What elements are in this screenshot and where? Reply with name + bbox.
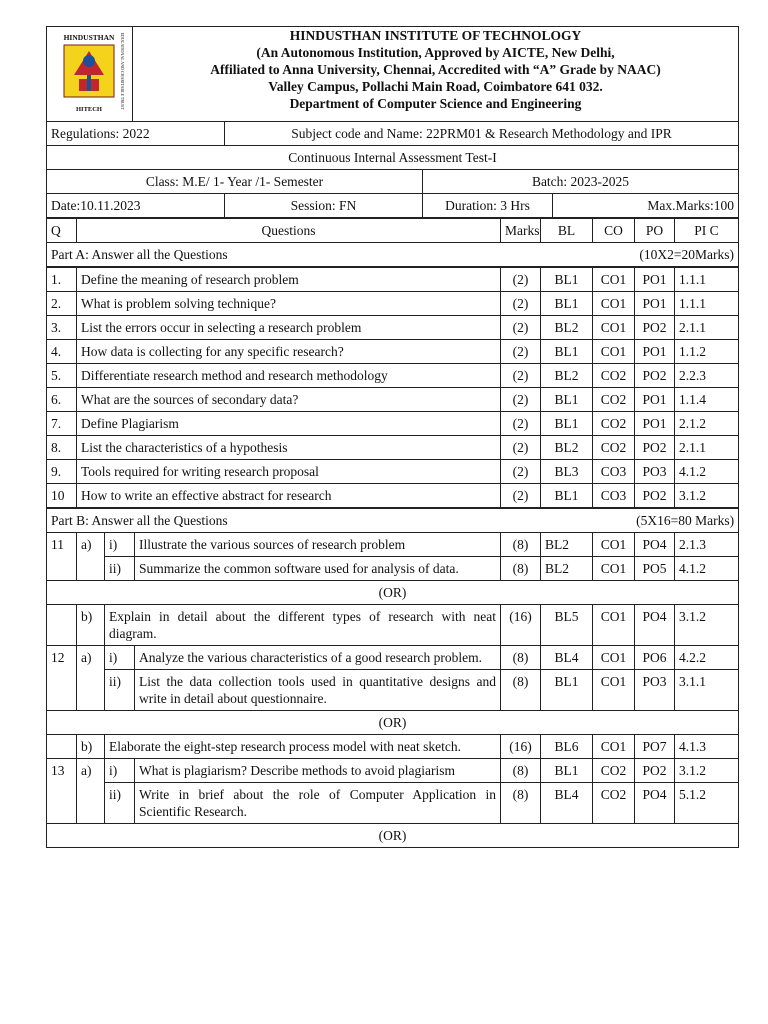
institution-line-2: (An Autonomous Institution, Approved by AICTE, New Delhi,: [256, 45, 615, 60]
q11-b: [47, 605, 739, 646]
co: CO1: [593, 605, 635, 646]
pi: 3.1.2: [675, 605, 739, 646]
co: CO1: [593, 292, 635, 316]
question-number: 6.: [47, 388, 77, 412]
bl: BL1: [541, 292, 593, 316]
question-number: 1.: [47, 268, 77, 292]
institution-logo-icon: [52, 31, 128, 115]
pi: 2.1.3: [675, 533, 739, 557]
pi: 4.1.2: [675, 557, 739, 581]
question-number: 7.: [47, 412, 77, 436]
bl: BL1: [541, 759, 593, 783]
part-a-row: [47, 388, 739, 412]
department-name: Department of Computer Science and Engineering: [289, 96, 582, 111]
q12-b: [47, 735, 739, 759]
part-a-row: [47, 412, 739, 436]
po: PO2: [635, 759, 675, 783]
co: CO1: [593, 340, 635, 364]
bl: BL1: [541, 268, 593, 292]
po: PO1: [635, 412, 675, 436]
question-text: What are the sources of secondary data?: [77, 388, 501, 412]
marks: (16): [501, 735, 541, 759]
q13-a-i: [47, 759, 739, 783]
roman-label: ii): [105, 670, 135, 711]
question-text: List the errors occur in selecting a research problem: [77, 316, 501, 340]
co: CO2: [593, 436, 635, 460]
part-a-row: [47, 364, 739, 388]
part-a-row: [47, 340, 739, 364]
bl: BL2: [541, 557, 593, 581]
pi: 4.2.2: [675, 646, 739, 670]
column-headers: [47, 219, 739, 243]
or-row: [47, 711, 739, 735]
marks: (2): [501, 460, 541, 484]
marks: (2): [501, 292, 541, 316]
co: CO1: [593, 557, 635, 581]
question-number: 2.: [47, 292, 77, 316]
question-text: List the characteristics of a hypothesis: [77, 436, 501, 460]
pi: 4.1.2: [675, 460, 739, 484]
marks: (8): [501, 646, 541, 670]
co: CO1: [593, 316, 635, 340]
regulations: Regulations: 2022: [47, 122, 225, 146]
marks: (8): [501, 670, 541, 711]
po: PO1: [635, 292, 675, 316]
bl: BL1: [541, 388, 593, 412]
bl: BL3: [541, 460, 593, 484]
question-text: How data is collecting for any specific research?: [77, 340, 501, 364]
bl: BL2: [541, 436, 593, 460]
q11-number: 11: [47, 533, 77, 581]
marks: (2): [501, 316, 541, 340]
pi: 3.1.2: [675, 484, 739, 508]
part-a-row: [47, 484, 739, 508]
meta-table: [46, 122, 739, 218]
question-text: Explain in detail about the different types of research with neat diagram.: [105, 605, 501, 646]
co: CO3: [593, 460, 635, 484]
pi: 3.1.2: [675, 759, 739, 783]
marks: (16): [501, 605, 541, 646]
co: CO2: [593, 783, 635, 824]
col-bl: BL: [541, 219, 593, 243]
bl: BL1: [541, 670, 593, 711]
co: CO1: [593, 533, 635, 557]
po: PO6: [635, 646, 675, 670]
part-a-marks: (10X2=20Marks): [541, 243, 739, 267]
po: PO4: [635, 783, 675, 824]
question-number: 10: [47, 484, 77, 508]
question-text: How to write an effective abstract for research: [77, 484, 501, 508]
or-row: [47, 824, 739, 848]
question-text: What is problem solving technique?: [77, 292, 501, 316]
bl: BL1: [541, 412, 593, 436]
marks: (2): [501, 364, 541, 388]
marks: (8): [501, 533, 541, 557]
or-divider: (OR): [47, 824, 739, 848]
po: PO3: [635, 670, 675, 711]
bl: BL2: [541, 316, 593, 340]
col-questions: Questions: [77, 219, 501, 243]
institution-address: Valley Campus, Pollachi Main Road, Coimbatore 641 032.: [268, 79, 603, 94]
po: PO1: [635, 268, 675, 292]
question-text: Define the meaning of research problem: [77, 268, 501, 292]
q13-a-label: a): [77, 759, 105, 824]
po: PO7: [635, 735, 675, 759]
or-row: [47, 581, 739, 605]
or-divider: (OR): [47, 581, 739, 605]
po: PO3: [635, 460, 675, 484]
institution-name: HINDUSTHAN INSTITUTE OF TECHNOLOGY: [289, 28, 582, 43]
question-text: Elaborate the eight-step research process model with neat sketch.: [105, 735, 501, 759]
pi: 1.1.2: [675, 340, 739, 364]
q11-a-ii: [47, 557, 739, 581]
question-text: What is plagiarism? Describe methods to avoid plagiarism: [135, 759, 501, 783]
marks: (2): [501, 340, 541, 364]
empty-cell: [47, 605, 77, 646]
question-text: Illustrate the various sources of research problem: [135, 533, 501, 557]
question-number: 5.: [47, 364, 77, 388]
bl: BL2: [541, 364, 593, 388]
logo-cell: [47, 27, 133, 122]
bl: BL2: [541, 533, 593, 557]
part-a-row: [47, 268, 739, 292]
question-text: Summarize the common software used for analysis of data.: [135, 557, 501, 581]
bl: BL6: [541, 735, 593, 759]
marks: (2): [501, 436, 541, 460]
marks: (2): [501, 412, 541, 436]
roman-label: i): [105, 646, 135, 670]
col-marks: Marks: [501, 219, 541, 243]
batch-info: Batch: 2023-2025: [423, 170, 739, 194]
col-po: PO: [635, 219, 675, 243]
question-text: Analyze the various characteristics of a good research problem.: [135, 646, 501, 670]
logo-top-text: HINDUSTHAN: [63, 33, 115, 42]
pi: 1.1.1: [675, 268, 739, 292]
questions-table: [46, 218, 739, 267]
question-text: Differentiate research method and research methodology: [77, 364, 501, 388]
co: CO1: [593, 268, 635, 292]
q12-a-ii: [47, 670, 739, 711]
part-a-table: [46, 267, 739, 508]
question-number: 3.: [47, 316, 77, 340]
pi: 1.1.4: [675, 388, 739, 412]
question-number: 8.: [47, 436, 77, 460]
exam-date: Date:10.11.2023: [47, 194, 225, 218]
q12-a-label: a): [77, 646, 105, 711]
q13-a-ii: [47, 783, 739, 824]
marks: (2): [501, 268, 541, 292]
co: CO1: [593, 670, 635, 711]
question-number: 9.: [47, 460, 77, 484]
bl: BL5: [541, 605, 593, 646]
col-pic: PI C: [675, 219, 739, 243]
exam-session: Session: FN: [225, 194, 423, 218]
class-info: Class: M.E/ 1- Year /1- Semester: [47, 170, 423, 194]
po: PO2: [635, 436, 675, 460]
pi: 2.1.1: [675, 316, 739, 340]
part-b-header: [47, 509, 739, 533]
roman-label: i): [105, 533, 135, 557]
subject-name: Subject code and Name: 22PRM01 & Research Methodology and IPR: [225, 122, 739, 146]
marks: (2): [501, 484, 541, 508]
part-a-header: [47, 243, 739, 267]
logo-bottom-text: HITECH: [75, 106, 103, 113]
bl: BL4: [541, 646, 593, 670]
part-a-title: Part A: Answer all the Questions: [47, 243, 541, 267]
question-text: Tools required for writing research proposal: [77, 460, 501, 484]
po: PO4: [635, 533, 675, 557]
part-a-row: [47, 316, 739, 340]
bl: BL4: [541, 783, 593, 824]
empty-cell: [47, 735, 77, 759]
co: CO1: [593, 646, 635, 670]
pi: 4.1.3: [675, 735, 739, 759]
po: PO1: [635, 388, 675, 412]
question-paper: [46, 26, 738, 848]
po: PO1: [635, 340, 675, 364]
q12-number: 12: [47, 646, 77, 711]
pi: 2.2.3: [675, 364, 739, 388]
marks: (8): [501, 759, 541, 783]
col-q: Q: [47, 219, 77, 243]
bl: BL1: [541, 340, 593, 364]
institution-line-3: Affiliated to Anna University, Chennai, Accredited with “A” Grade by NAAC): [210, 62, 661, 77]
roman-label: i): [105, 759, 135, 783]
col-co: CO: [593, 219, 635, 243]
q13-number: 13: [47, 759, 77, 824]
co: CO2: [593, 759, 635, 783]
co: CO1: [593, 735, 635, 759]
question-text: Write in brief about the role of Computer Application in Scientific Research.: [135, 783, 501, 824]
q11-a-i: [47, 533, 739, 557]
part-a-row: [47, 460, 739, 484]
co: CO2: [593, 412, 635, 436]
part-b-marks: (5X16=80 Marks): [541, 509, 739, 533]
pi: 2.1.2: [675, 412, 739, 436]
pi: 5.1.2: [675, 783, 739, 824]
q12-a-i: [47, 646, 739, 670]
co: CO2: [593, 364, 635, 388]
question-text: Define Plagiarism: [77, 412, 501, 436]
marks: (8): [501, 557, 541, 581]
po: PO2: [635, 364, 675, 388]
max-marks: Max.Marks:100: [553, 194, 739, 218]
co: CO2: [593, 388, 635, 412]
header-table: [46, 26, 739, 122]
part-b-title: Part B: Answer all the Questions: [47, 509, 541, 533]
exam-duration: Duration: 3 Hrs: [423, 194, 553, 218]
po: PO4: [635, 605, 675, 646]
test-title: Continuous Internal Assessment Test-I: [47, 146, 739, 170]
marks: (2): [501, 388, 541, 412]
co: CO3: [593, 484, 635, 508]
marks: (8): [501, 783, 541, 824]
po: PO2: [635, 316, 675, 340]
q12-b-label: b): [77, 735, 105, 759]
part-a-row: [47, 436, 739, 460]
q11-b-label: b): [77, 605, 105, 646]
part-b-table: [46, 508, 739, 848]
bl: BL1: [541, 484, 593, 508]
question-number: 4.: [47, 340, 77, 364]
question-text: List the data collection tools used in quantitative designs and write in detail about questionnaire.: [135, 670, 501, 711]
pi: 2.1.1: [675, 436, 739, 460]
roman-label: ii): [105, 783, 135, 824]
pi: 1.1.1: [675, 292, 739, 316]
po: PO2: [635, 484, 675, 508]
part-a-row: [47, 292, 739, 316]
q11-a-label: a): [77, 533, 105, 581]
or-divider: (OR): [47, 711, 739, 735]
po: PO5: [635, 557, 675, 581]
institution-block: [133, 27, 739, 122]
pi: 3.1.1: [675, 670, 739, 711]
logo-side-text: EDUCATIONAL AND CHARITABLE TRUST: [120, 32, 125, 110]
roman-label: ii): [105, 557, 135, 581]
